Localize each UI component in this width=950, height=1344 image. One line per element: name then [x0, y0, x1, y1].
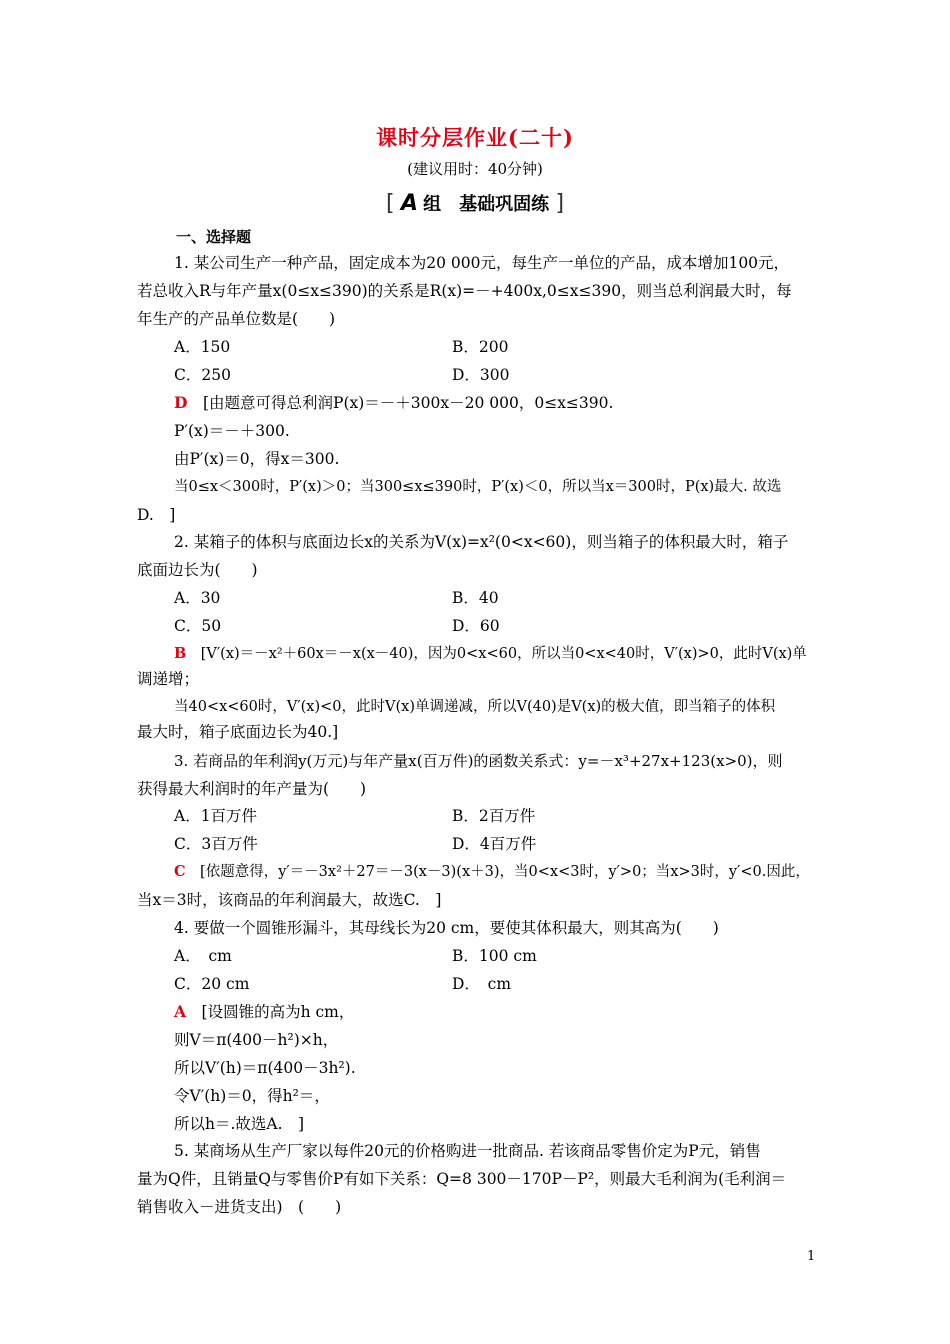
q3-option-c: C．3百万件	[174, 835, 258, 853]
q2-option-d: D．60	[452, 617, 500, 635]
q1-option-c: C．250	[174, 366, 231, 384]
page-number: 1	[807, 1249, 816, 1264]
q2-stem-line-1: 2. 某箱子的体积与底面边长x的关系为V(x)=x²(0<x<60)，则当箱子的体积最大时，箱子	[174, 533, 789, 551]
q4-solution-line-3: 所以V′(h)＝π(400－3h²).	[174, 1059, 356, 1077]
q2-option-a: A．30	[174, 589, 221, 607]
q4-option-a: A． cm	[174, 947, 232, 965]
section-heading: 一、选择题	[176, 228, 252, 246]
q3-option-b: B．2百万件	[452, 807, 536, 825]
q3-option-d: D．4百万件	[452, 835, 537, 853]
q1-stem-line-2: 若总收入R与年产量x(0≤x≤390)的关系是R(x)=－+400x,0≤x≤390，则当总利润最大时，每	[137, 282, 792, 300]
q1-solution-line-3: 由P′(x)＝0，得x＝300.	[174, 450, 340, 468]
q3-stem-line-1: 3. 若商品的年利润y(万元)与年产量x(百万件)的函数关系式：y=－x³+27x+123(x>0)，则	[174, 752, 783, 770]
q1-option-a: A．150	[174, 338, 231, 356]
q2-solution-line-1: B [V′(x)＝－x²＋60x＝－x(x－40)，因为0<x<60，所以当0<x<40时，V′(x)>0，此时V(x)单	[174, 645, 807, 662]
q1-stem-line-3: 年生产的产品单位数是( )	[137, 310, 336, 328]
page-title: 课时分层作业(二十)	[376, 125, 574, 150]
q4-solution-line-5: 所以h＝.故选A. ]	[174, 1115, 305, 1133]
q3-solution-line-1: C [依题意得，y′＝－3x²＋27＝－3(x－3)(x＋3)，当0<x<3时，y′>0；当x>3时，y′<0.因此，	[174, 863, 810, 880]
right-bracket: ]	[555, 191, 565, 216]
q3-stem-line-2: 获得最大利润时的年产量为( )	[137, 780, 367, 798]
group-label: 组 基础巩固练	[423, 194, 550, 215]
group-heading	[0, 190, 950, 216]
q1-solution-line-5: D. ]	[137, 506, 176, 524]
q1-stem-line-1: 1. 某公司生产一种产品，固定成本为20 000元，每生产一单位的产品，成本增加100元，	[174, 254, 790, 272]
q2-stem-line-2: 底面边长为( )	[137, 561, 258, 579]
q2-solution-line-3: 当40<x<60时，V′(x)<0，此时V(x)单调递减，所以V(40)是V(x)的极大值，即当箱子的体积	[174, 699, 776, 715]
q4-option-c: C．20 cm	[174, 975, 250, 993]
q4-solution-line-1: A [设圆锥的高为h cm，	[174, 1002, 355, 1021]
q1-answer: D	[174, 393, 188, 412]
page-subtitle: (建议用时：40分钟)	[407, 160, 543, 178]
group-mark: A	[400, 191, 417, 216]
q2-answer: B	[174, 645, 187, 662]
left-bracket: [	[385, 191, 395, 216]
q2-solution-line-4: 最大时，箱子底面边长为40.]	[137, 723, 339, 741]
q4-solution-line-4: 令V′(h)＝0，得h²＝，	[174, 1087, 330, 1105]
q2-option-c: C．50	[174, 617, 222, 635]
q3-option-a: A．1百万件	[174, 807, 258, 825]
q5-stem-line-2: 量为Q件，且销量Q与零售价P有如下关系：Q=8 300－170P－P²，则最大毛利润为(毛利润＝	[137, 1170, 787, 1188]
q4-stem-line-1: 4. 要做一个圆锥形漏斗，其母线长为20 cm，要使其体积最大，则其高为( )	[174, 919, 719, 937]
q3-solution-line-2: 当x＝3时，该商品的年利润最大，故选C. ]	[137, 891, 442, 909]
q2-solution-line-2: 调递增；	[137, 670, 200, 688]
q5-stem-line-3: 销售收入－进货支出) ( )	[137, 1198, 342, 1216]
q4-option-b: B．100 cm	[452, 947, 537, 965]
q1-solution-line-2: P′(x)＝－＋300.	[174, 422, 290, 440]
q1-solution-line-4: 当0≤x＜300时，P′(x)＞0；当300≤x≤390时，P′(x)＜0，所以当x＝300时，P(x)最大. 故选	[174, 479, 782, 495]
q4-solution-line-2: 则V＝π(400－h²)×h，	[174, 1031, 339, 1049]
q4-answer: A	[174, 1002, 187, 1021]
q4-option-d: D． cm	[452, 975, 512, 993]
q1-solution-line-1: D [由题意可得总利润P(x)＝－＋300x－20 000，0≤x≤390.	[174, 393, 614, 412]
q1-option-d: D．300	[452, 366, 510, 384]
q5-stem-line-1: 5. 某商场从生产厂家以每件20元的价格购进一批商品. 若该商品零售价定为P元，销售	[174, 1142, 761, 1160]
q2-option-b: B．40	[452, 589, 499, 607]
q1-option-b: B．200	[452, 338, 509, 356]
q3-answer: C	[174, 863, 186, 880]
